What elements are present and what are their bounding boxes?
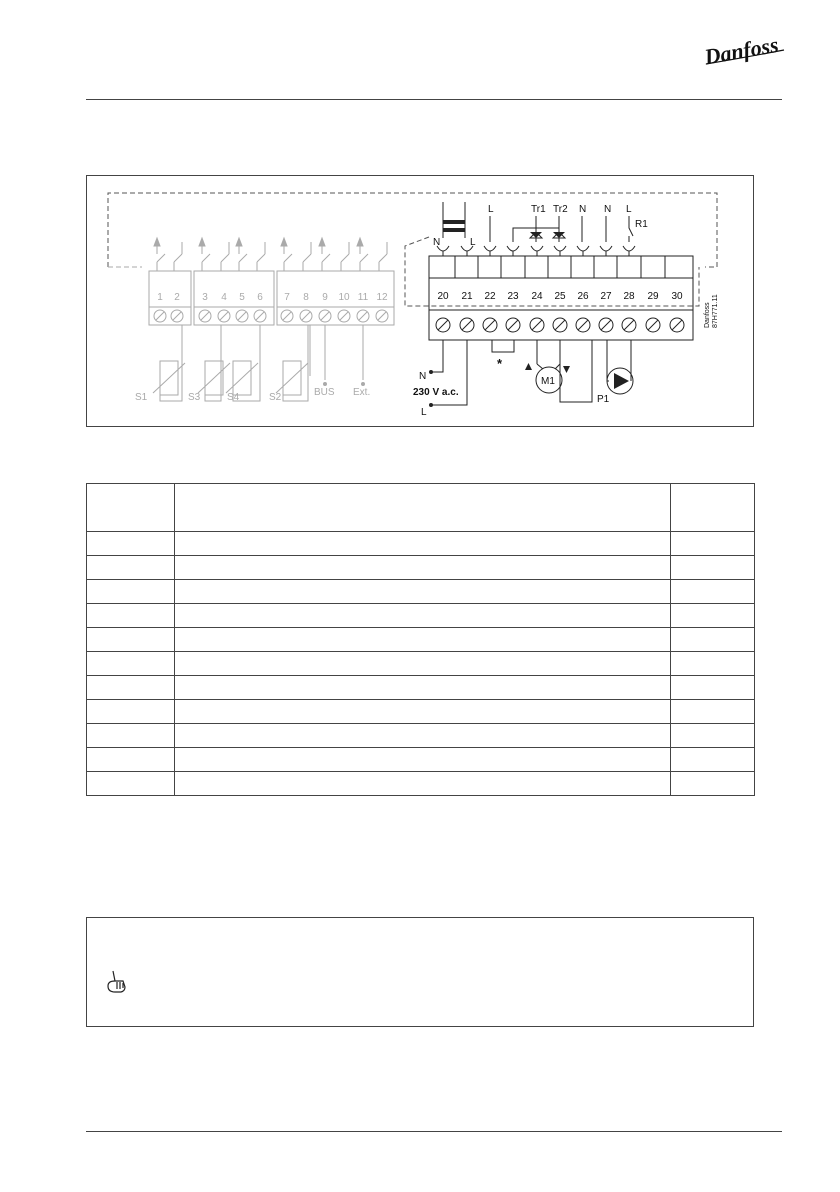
table-cell [671, 748, 755, 772]
terminal-27: 27 [600, 291, 612, 302]
table-cell [175, 724, 671, 748]
table-row [87, 628, 755, 652]
table-row [87, 700, 755, 724]
table-row [87, 652, 755, 676]
header-cell-terminal [87, 484, 175, 532]
terminal-6: 6 [257, 292, 263, 303]
table-cell [87, 604, 175, 628]
table-header-row [87, 484, 755, 532]
label-tr1: Tr1 [531, 204, 546, 215]
table-cell [175, 772, 671, 796]
terminal-22: 22 [484, 291, 496, 302]
terminal-3: 3 [202, 292, 208, 303]
footer-rule [86, 1131, 782, 1132]
jumper-mark: * [497, 356, 503, 371]
table-row [87, 748, 755, 772]
label-s1: S1 [135, 392, 148, 403]
label-r1: R1 [635, 219, 648, 230]
label-l-transformer: L [470, 237, 476, 248]
header-rule [86, 99, 782, 100]
label-n-26: N [579, 204, 587, 215]
wiring-diagram [86, 175, 754, 427]
table-row [87, 676, 755, 700]
label-tr2: Tr2 [553, 204, 568, 215]
terminal-11: 11 [357, 292, 369, 303]
terminal-12: 12 [376, 292, 388, 303]
terminal-9: 9 [322, 292, 328, 303]
label-supply-voltage: 230 V a.c. [413, 387, 459, 398]
table-cell [87, 772, 175, 796]
terminal-21: 21 [461, 291, 473, 302]
table-cell [87, 676, 175, 700]
table-row [87, 532, 755, 556]
table-cell [87, 652, 175, 676]
table-cell [671, 532, 755, 556]
table-cell [175, 556, 671, 580]
terminal-28: 28 [623, 291, 635, 302]
table-cell [175, 532, 671, 556]
table-cell [87, 628, 175, 652]
terminal-20: 20 [437, 291, 449, 302]
code-line2: 87H771.11 [712, 294, 719, 328]
table-cell [671, 556, 755, 580]
terminal-24: 24 [531, 291, 543, 302]
table-cell [87, 532, 175, 556]
table-cell [87, 700, 175, 724]
terminal-1: 1 [157, 292, 163, 303]
terminal-10: 10 [338, 292, 350, 303]
label-l-28: L [626, 204, 632, 215]
table-row [87, 580, 755, 604]
label-supply-l: L [421, 407, 427, 418]
terminal-30: 30 [671, 291, 683, 302]
logo-text: Danfoss [702, 31, 781, 70]
table-cell [671, 628, 755, 652]
table-cell [175, 748, 671, 772]
table-cell [87, 724, 175, 748]
header-cell-load [671, 484, 755, 532]
table-row [87, 724, 755, 748]
table-cell [87, 748, 175, 772]
table-cell [175, 580, 671, 604]
label-s4: S4 [227, 392, 240, 403]
table-cell [87, 556, 175, 580]
label-s3: S3 [188, 392, 201, 403]
pointing-hand-icon [105, 969, 127, 995]
table-cell [671, 724, 755, 748]
terminal-25: 25 [554, 291, 566, 302]
label-s2: S2 [269, 392, 282, 403]
danfoss-logo [702, 28, 788, 72]
code-line1: Danfoss [704, 302, 711, 328]
table-cell [671, 604, 755, 628]
table-cell [87, 580, 175, 604]
note-box [86, 917, 754, 1027]
table-cell [175, 676, 671, 700]
wiring-table [86, 483, 755, 796]
table-cell [175, 700, 671, 724]
pump-label: P1 [597, 394, 610, 405]
table-cell [175, 628, 671, 652]
terminal-29: 29 [647, 291, 659, 302]
table-row [87, 556, 755, 580]
label-supply-n: N [419, 371, 427, 382]
table-row [87, 772, 755, 796]
table-cell [671, 580, 755, 604]
table-cell [671, 652, 755, 676]
table-cell [671, 772, 755, 796]
terminal-23: 23 [507, 291, 519, 302]
label-n-27: N [604, 204, 612, 215]
terminal-8: 8 [303, 292, 309, 303]
label-l-22: L [488, 204, 494, 215]
label-n-transformer: N [433, 237, 441, 248]
terminal-26: 26 [577, 291, 589, 302]
table-cell [175, 604, 671, 628]
label-bus: BUS [314, 387, 335, 398]
table-row [87, 604, 755, 628]
terminal-4: 4 [221, 292, 227, 303]
terminal-2: 2 [174, 292, 180, 303]
terminal-7: 7 [284, 292, 290, 303]
table-cell [671, 676, 755, 700]
table-cell [671, 700, 755, 724]
terminal-5: 5 [239, 292, 245, 303]
table-cell [175, 652, 671, 676]
header-cell-description [175, 484, 671, 532]
label-ext: Ext. [353, 387, 371, 398]
motor-label: M1 [541, 376, 555, 387]
